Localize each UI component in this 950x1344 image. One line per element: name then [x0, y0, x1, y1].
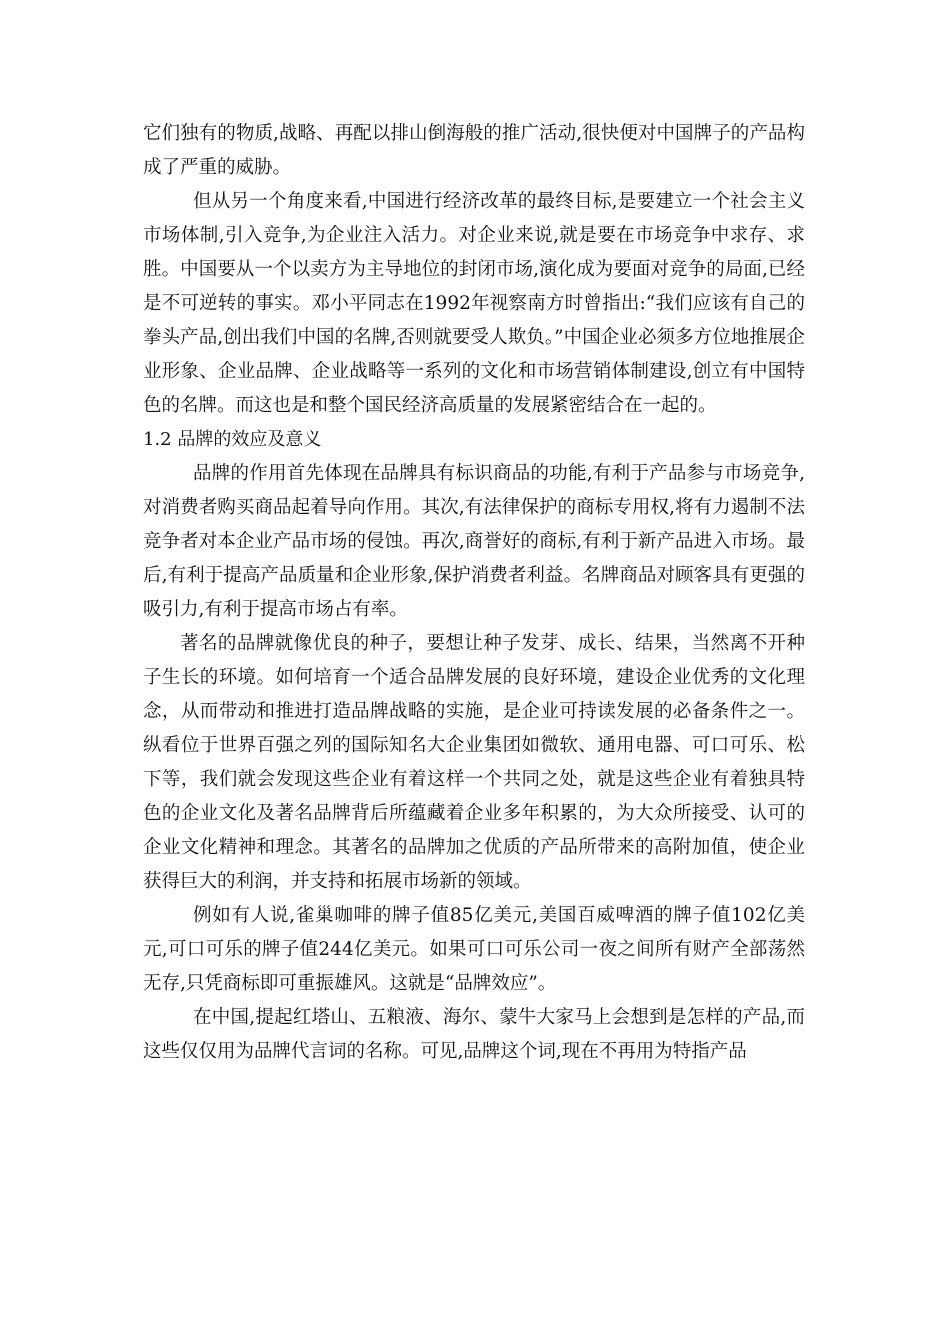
paragraph-continuation: 它们独有的物质,战略、再配以排山倒海般的推广活动,很快便对中国牌子的产品构成了严重的威胁。: [143, 123, 805, 178]
paragraph-brand-environment: 著名的品牌就像优良的种子，要想让种子发芽、成长、结果，当然离不开种子生长的环境。如何培育一个适合品牌发展的良好环境，建设企业优秀的文化理念，从而带动和推进打造品牌战略的实施，是企业可持读发展的必备条件之一。纵看位于世界百强之列的国际知名大企业集团如微软、通用电器、可口可乐、松下等，我们就会发现这些企业有着这样一个共同之处，就是这些企业有着独具特色的企业文化及著名品牌背后所蕴藏着企业多年积累的，为大众所接受、认可的企业文化精神和理念。其著名的品牌加之优质的产品所带来的高附加值，使企业获得巨大的利润，并支持和拓展市场新的领域。: [143, 633, 805, 892]
section-heading-1-2: 1.2 品牌的效应及意义: [143, 429, 322, 450]
paragraph-brand-value-examples: 例如有人说,雀巢咖啡的牌子值85亿美元,美国百威啤酒的牌子值102亿美元,可口可乐的牌子值244亿美元。如果可口可乐公司一夜之间所有财产全部荡然无存,只凭商标即可重振雄风。这就是“品牌效应”。: [143, 905, 805, 994]
document-page: [143, 117, 805, 1069]
paragraph-china-brands: 在中国,提起红塔山、五粮液、海尔、蒙牛大家马上会想到是怎样的产品,而这些仅仅用为品牌代言词的名称。可见,品牌这个词,现在不再用为特指产品: [143, 1007, 805, 1062]
paragraph-brand-function: 品牌的作用首先体现在品牌具有标识商品的功能,有利于产品参与市场竞争,对消费者购买商品起着导向作用。其次,有法律保护的商标专用权,将有力遏制不法竞争者对本企业产品市场的侵蚀。再次,商誉好的商标,有利于新产品进入市场。最后,有利于提高产品质量和企业形象,保护消费者利益。名牌商品对顾客具有更强的吸引力,有利于提高市场占有率。: [143, 463, 805, 620]
paragraph-economic-reform: 但从另一个角度来看,中国进行经济改革的最终目标,是要建立一个社会主义市场体制,引入竞争,为企业注入活力。对企业来说,就是要在市场竞争中求存、求胜。中国要从一个以卖方为主导地位的封闭市场,演化成为要面对竞争的局面,已经是不可逆转的事实。邓小平同志在1992年视察南方时曾指出:“我们应该有自己的拳头产品,创出我们中国的名牌,否则就要受人欺负。”中国企业必须多方位地推展企业形象、企业品牌、企业战略等一系列的文化和市场营销体制建设,创立有中国特色的名牌。而这也是和整个国民经济高质量的发展紧密结合在一起的。: [143, 191, 805, 416]
